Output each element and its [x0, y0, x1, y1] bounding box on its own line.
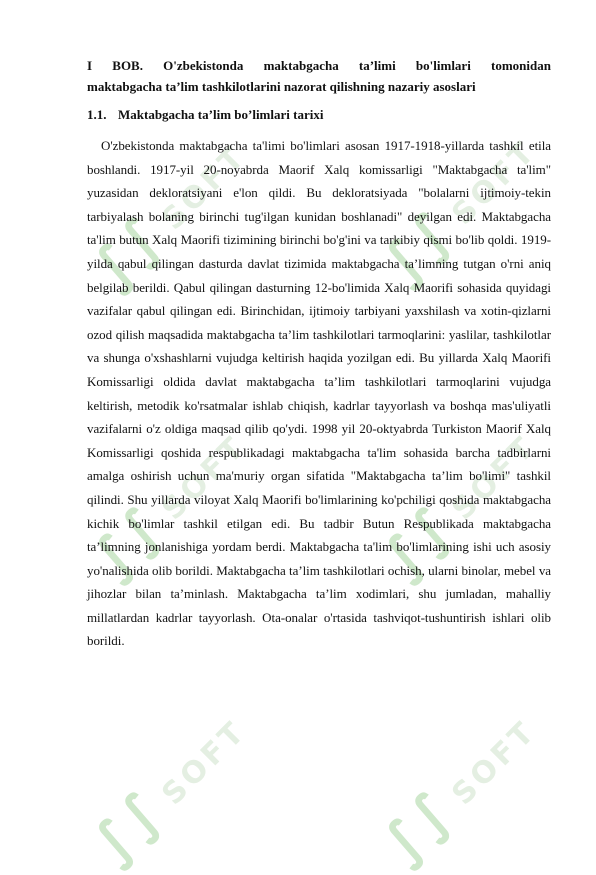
watermark-logo-mark: ∫∫ [370, 197, 467, 295]
watermark-logo-mark: ∫∫ [80, 202, 177, 300]
watermark-logo-mark: ∫∫ [80, 492, 177, 590]
chapter-title-line-1: I BOB. O'zbekistonda maktabgacha ta’limi bo'limlari tomonidan [87, 58, 551, 73]
watermark-logo-mark: ∫∫ [370, 777, 467, 875]
watermark-logo-text: SOFT [155, 713, 254, 813]
watermark-logo-text: SOFT [445, 713, 544, 813]
document-page [87, 55, 551, 653]
watermark-logo-mark: ∫∫ [80, 777, 177, 875]
chapter-title-line-2: maktabgacha ta’lim tashkilotlarini nazorat qilishning nazariy asoslari [87, 79, 476, 94]
section-title: Maktabgacha ta’lim bo’limlari tarixi [118, 107, 324, 122]
chapter-title [87, 55, 551, 97]
section-heading [87, 106, 551, 124]
watermark-logo-mark: ∫∫ [370, 492, 467, 590]
watermark-logo-text: SOFT [445, 133, 544, 233]
section-number: 1.1. [87, 107, 107, 122]
watermark-logo-text: SOFT [155, 138, 254, 238]
watermark-logo-text: SOFT [155, 428, 254, 528]
watermark-logo-text: SOFT [445, 428, 544, 528]
body-paragraph: O'zbekistonda maktabgacha ta'limi bo'limlari asosan 1917-1918-yillarda tashkil etila boshlandi. 1917-yil 20-noyabrda Maorif Xalq komissarligi "Maktabgacha ta'lim" yuzasidan dekloratsiyani e'lon qildi. Bu dekloratsiyada "bolalarni ijtimoiy-tekin tarbiyalash bolaning birinchi tug'ilgan kunidan boshlanadi" deyilgan edi. Maktabgacha ta'lim butun Xalq Maorifi tizimining birinchi bo'g'ini va tarkibiy qismi bo'lib qoldi. 1919-yilda qabul qilingan dasturda davlat tizimida maktabgacha ta’limning tutgan o'rni aniq belgilab berildi. Qabul qilingan dasturning 12-bo'limida Xalq Maorifi sohasida quyidagi vazifalar qabul qilingan edi. Birinchidan, ijtimoiy tarbiyani yaxshilash va xotin-qizlarni ozod qilish maqsadida maktabgacha ta’lim tashkilotlari tarmoqlarini: yaslilar, tashkilotlar va shunga o'xshashlarni vujudga keltirish haqida yozilgan edi. Bu yillarda Xalq Maorifi Komissarligi oldida davlat maktabgacha ta’lim tashkilotlari tarmoqlarini vujudga keltirish, metodik ko'rsatmalar ishlab chiqish, kadrlar tayyorlash va boshqa mas'uliyatli vazifalarni o'z oldiga maqsad qilib qo'ydi. 1998 yil 20-oktyabrda Turkiston Maorif Xalq Komissarligi qoshida respublikadagi maktabgacha ta'lim sohasida barcha tadbirlarni amalga oshirish uchun ma'muriy organ sifatida "Maktabgacha ta’lim bo'limi" tashkil qilindi. Shu yillarda viloyat Xalq Maorifi bo'limlarining ko'pchiligi qoshida maktabgacha kichik bo'limlar tashkil etilgan edi. Bu tadbir Butun Respublikada maktabgacha ta’limning jonlanishiga yordam berdi. Maktabgacha ta'lim bo'limlarining ishi uch asosiy yo'nalishida olib borildi. Maktabgacha ta’lim tashkilotlari ochish, ularni binolar, mebel va jihozlar bilan ta’minlash. Maktabgacha ta’lim xodimlari, shu jumladan, mahalliy millatlardan kadrlar tayyorlash. Ota-onalar o'rtasida tashviqot-tushuntirish ishlari olib borildi. [87, 138, 551, 649]
watermark [80, 697, 257, 874]
watermark [370, 697, 547, 874]
